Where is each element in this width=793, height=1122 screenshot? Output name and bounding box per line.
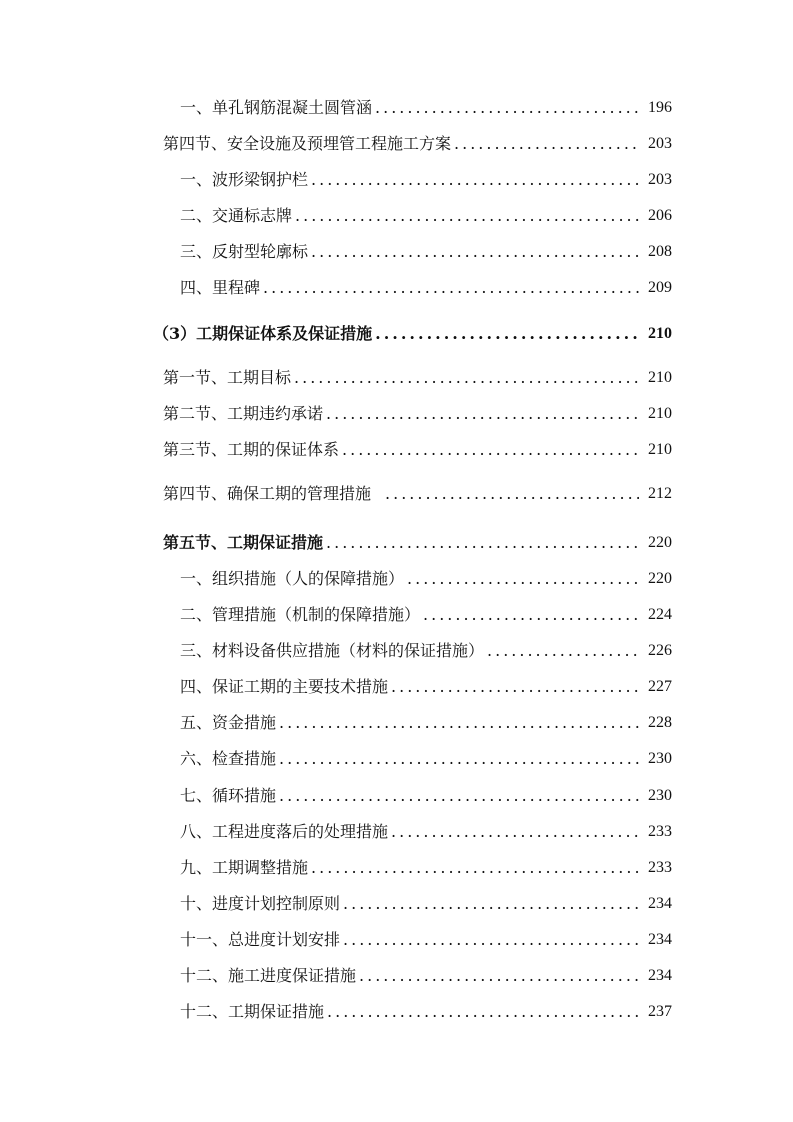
dot-leader	[311, 856, 639, 880]
toc-entry[interactable]	[180, 892, 672, 916]
toc-entry-page: 210	[648, 405, 672, 422]
toc-entry[interactable]	[180, 276, 672, 300]
toc-entry[interactable]	[180, 675, 672, 699]
toc-entry-title: 一、单孔钢筋混凝土圆管涵	[180, 98, 373, 117]
dot-leader	[342, 438, 639, 462]
dot-leader	[391, 675, 639, 699]
dot-leader	[279, 711, 639, 735]
toc-entry-page: 220	[648, 534, 672, 551]
toc-entry[interactable]	[163, 531, 672, 555]
toc-entry[interactable]	[163, 402, 672, 426]
toc-entry-title: 七、循环措施	[180, 786, 277, 805]
toc-entry-title: 第四节、确保工期的管理措施	[163, 484, 372, 503]
dot-leader	[294, 366, 639, 390]
toc-entry-page: 234	[648, 967, 672, 984]
toc-entry-title: 十二、施工进度保证措施	[180, 966, 357, 985]
toc-entry-page: 233	[648, 823, 672, 840]
dot-leader	[385, 482, 639, 506]
toc-entry-title: （3）工期保证体系及保证措施	[153, 324, 373, 343]
toc-entry-title: 一、组织措施（人的保障措施）	[180, 569, 405, 588]
toc-entry[interactable]	[163, 366, 672, 390]
toc-entry-page: 237	[648, 1003, 672, 1020]
dot-leader	[295, 204, 639, 228]
toc-entry-page: 203	[648, 135, 672, 152]
toc-entry[interactable]	[163, 482, 672, 506]
toc-entry-title: 八、工程进度落后的处理措施	[180, 822, 389, 841]
toc-entry[interactable]	[180, 711, 672, 735]
toc-entry[interactable]	[180, 820, 672, 844]
toc-entry-title: 三、反射型轮廓标	[180, 242, 309, 261]
dot-leader	[263, 276, 639, 300]
toc-entry-title: 第三节、工期的保证体系	[163, 440, 340, 459]
toc-entry[interactable]	[180, 964, 672, 988]
toc-entry-page: 234	[648, 931, 672, 948]
dot-leader	[279, 784, 639, 808]
dot-leader	[311, 168, 639, 192]
toc-entry-page: 226	[648, 642, 672, 659]
toc-entry-title: 四、里程碑	[180, 278, 261, 297]
toc-entry-title: 六、检查措施	[180, 749, 277, 768]
toc-entry[interactable]	[163, 132, 672, 156]
toc-entry[interactable]	[180, 1000, 672, 1024]
toc-entry-page: 230	[648, 750, 672, 767]
dot-leader	[375, 322, 639, 346]
dot-leader	[423, 603, 639, 627]
toc-entry[interactable]	[163, 438, 672, 462]
dot-leader	[326, 402, 639, 426]
toc-entry[interactable]	[180, 928, 672, 952]
toc-entry-page: 227	[648, 678, 672, 695]
toc-entry-page: 212	[648, 485, 672, 502]
dot-leader	[359, 964, 639, 988]
toc-entry-title: 九、工期调整措施	[180, 858, 309, 877]
toc-entry-page: 210	[648, 325, 672, 342]
toc-entry-page: 220	[648, 570, 672, 587]
toc-entry-title: 十、进度计划控制原则	[180, 894, 341, 913]
toc-entry-title: 第五节、工期保证措施	[163, 533, 324, 552]
toc-entry[interactable]	[180, 856, 672, 880]
toc-entry-title: 第一节、工期目标	[163, 368, 292, 387]
toc-entry-page: 209	[648, 279, 672, 296]
dot-leader	[487, 639, 639, 663]
toc-entry[interactable]	[180, 603, 672, 627]
dot-leader	[326, 531, 639, 555]
toc-entry-page: 228	[648, 714, 672, 731]
toc-entry-page: 233	[648, 859, 672, 876]
toc-entry-title: 十一、总进度计划安排	[180, 930, 341, 949]
toc-entry[interactable]	[180, 204, 672, 228]
toc-entry-page: 203	[648, 171, 672, 188]
toc-entry-title: 三、材料设备供应措施（材料的保证措施）	[180, 641, 485, 660]
dot-leader	[343, 928, 639, 952]
toc-entry-page: 230	[648, 787, 672, 804]
toc-entry-title: 第二节、工期违约承诺	[163, 404, 324, 423]
dot-leader	[311, 240, 639, 264]
toc-entry-title: 十二、工期保证措施	[180, 1002, 325, 1021]
toc-entry-page: 208	[648, 243, 672, 260]
dot-leader	[279, 747, 639, 771]
toc-entry-page: 224	[648, 606, 672, 623]
dot-leader	[327, 1000, 639, 1024]
toc-entry-title: 第四节、安全设施及预埋管工程施工方案	[163, 134, 452, 153]
dot-leader	[454, 132, 639, 156]
dot-leader	[407, 567, 639, 591]
toc-entry-page: 210	[648, 441, 672, 458]
toc-entry-page: 196	[648, 99, 672, 116]
toc-entry-page: 234	[648, 895, 672, 912]
toc-entry[interactable]	[180, 784, 672, 808]
toc-entry-title: 二、交通标志牌	[180, 206, 293, 225]
toc-entry[interactable]	[180, 240, 672, 264]
toc-entry-title: 四、保证工期的主要技术措施	[180, 677, 389, 696]
dot-leader	[391, 820, 639, 844]
toc-entry[interactable]	[180, 639, 672, 663]
toc-entry[interactable]	[180, 747, 672, 771]
toc-entry[interactable]	[180, 567, 672, 591]
toc-entry-title: 五、资金措施	[180, 713, 277, 732]
toc-entry[interactable]	[180, 96, 672, 120]
toc-entry[interactable]	[180, 168, 672, 192]
dot-leader	[375, 96, 639, 120]
toc-chapter-entry[interactable]	[153, 322, 672, 346]
toc-entry-page: 206	[648, 207, 672, 224]
toc-entry-page: 210	[648, 369, 672, 386]
toc-entry-title: 一、波形梁钢护栏	[180, 170, 309, 189]
dot-leader	[343, 892, 639, 916]
toc-entry-title: 二、管理措施（机制的保障措施）	[180, 605, 421, 624]
